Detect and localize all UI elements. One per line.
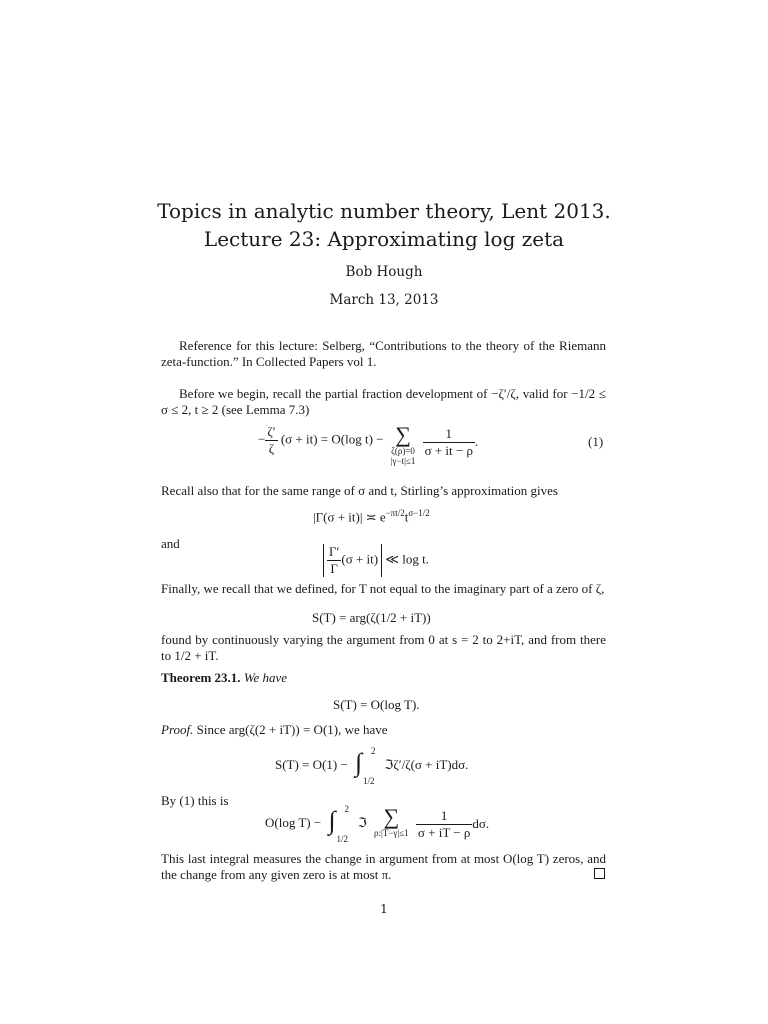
author: Bob Hough [345, 264, 423, 280]
eq1-sum: ∑ ζ(ρ)=0 |γ−t|≤1 [390, 422, 416, 466]
before-paragraph: Before we begin, recall the partial fraction development of −ζ′/ζ, valid for −1/2 ≤ σ ≤ 2, t ≥ 2 (see Lemma 7.3) [161, 386, 606, 417]
eq1-zeta-prime: ζ′ [267, 424, 276, 439]
theorem-label: Theorem 23.1. [161, 670, 241, 685]
gamma-bound-equation: $\frac{\Gamma'}{\Gamma}$ (σ + it) ≪ log t. [323, 544, 429, 577]
proof-text: Since arg(ζ(2 + iT)) = O(1), we have [196, 722, 388, 737]
title-line-2: Lecture 23: Approximating log zeta [203, 227, 565, 251]
qed-square-icon [594, 868, 605, 879]
proof-paragraph [161, 722, 606, 738]
theorem-statement [161, 670, 606, 686]
eq1-lhs: (σ + it) = O(log t) − [280, 431, 384, 447]
page-number: 1 [380, 902, 388, 916]
proof-integral-equation: S(T) = O(1) − ∫ 2 1/2 ℑζ′/ζ(σ + iT)dσ. [275, 746, 469, 786]
proof-label: Proof. [161, 722, 194, 737]
title-line-1: Topics in analytic number theory, Lent 2013. [157, 199, 611, 223]
S-definition: S(T) = arg(ζ(1/2 + iT)) [312, 610, 431, 625]
theorem-text: We have [243, 670, 288, 685]
reference-paragraph: Reference for this lecture: Selberg, “Contributions to the theory of the Riemann zeta-function.” In Collected Papers vol 1. [161, 338, 606, 369]
stirling-equation: |Γ(σ + it)| ≍ $e^{-\pi t/2}t^{\sigma-1/2}$ [313, 508, 430, 525]
last-paragraph: This last integral measures the change in argument from at most O(log T) zeros, and the change from any given zero is at most π. [161, 851, 606, 882]
equation-1: − $\frac{\zeta'}{\zeta}$ (σ + it) = O(log t) − ∑ ζ(ρ)=0 |γ−t|≤1 $\frac{1}{\sigma + it - \rho}$ . [258, 422, 479, 466]
finally-paragraph: Finally, we recall that we defined, for T not equal to the imaginary part of a zero of ζ, [161, 581, 605, 596]
equation-number-1: (1) [588, 434, 604, 449]
and-text: and [161, 536, 180, 551]
theorem-equation: S(T) = O(log T). [333, 697, 420, 712]
date: March 13, 2013 [329, 292, 439, 308]
eq1-zeta: ζ [268, 441, 275, 456]
by1-text: By (1) this is [161, 793, 229, 808]
recall-paragraph: Recall also that for the same range of σ and t, Stirling’s approximation gives [161, 483, 558, 498]
by1-equation: O(log T) − ∫ 2 1/2 ℑ ∑ ρ:|T−γ|≤1 $\frac{1}{\sigma + iT - \rho}$ dσ. [265, 804, 490, 844]
found-paragraph: found by continuously varying the argument from 0 at s = 2 to 2+iT, and from there to 1/2 + iT. [161, 632, 606, 663]
